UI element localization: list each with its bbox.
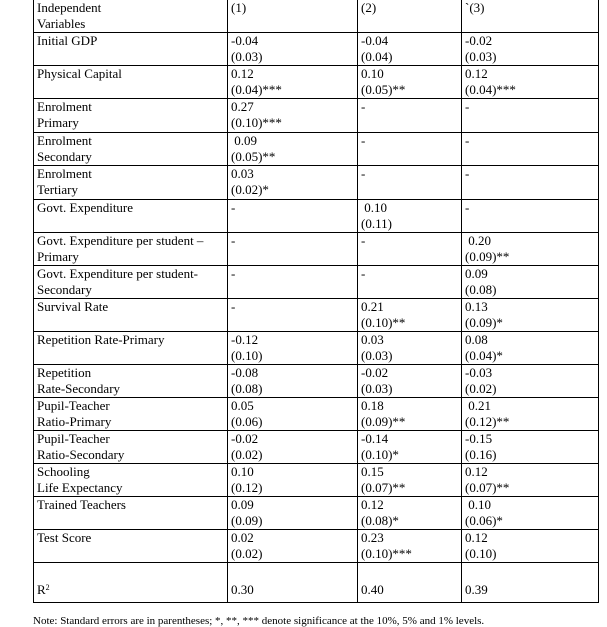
table-row	[34, 133, 599, 166]
model-1-estimate-line-1: 0.09	[231, 133, 257, 148]
variable-name-line-1: Pupil-Teacher	[37, 398, 110, 413]
model-1-estimate-line-1: -0.08	[231, 365, 259, 380]
model-3-estimate-line-2: (0.06)*	[465, 513, 503, 528]
variable-name	[34, 166, 228, 200]
model-1-estimate-line-2: (0.02)	[231, 447, 263, 462]
model-2-estimate-line-1: 0.18	[361, 398, 384, 413]
model-3-estimate	[462, 398, 599, 431]
model-3-estimate-line-1: -0.02	[465, 33, 493, 48]
variable-name-line-2: Rate-Secondary	[37, 381, 121, 396]
variable-name	[34, 365, 228, 398]
model-2-estimate-line-1: 0.23	[361, 530, 384, 545]
variable-name	[34, 299, 228, 332]
model-2-estimate-line-1: -	[361, 233, 366, 248]
model-1-estimate-line-2: (0.08)	[231, 381, 263, 396]
variable-name-line-1: Govt. Expenditure per student –	[37, 233, 204, 248]
model-1-estimate	[228, 266, 358, 299]
model-1-estimate-line-2: (0.12)	[231, 480, 263, 495]
model-1-estimate	[228, 431, 358, 464]
model-2-estimate	[358, 332, 462, 365]
model-2-estimate-line-1: 0.03	[361, 332, 384, 347]
r-squared-row	[34, 563, 599, 603]
model-1-estimate-line-2: (0.02)*	[231, 182, 269, 197]
model-3-estimate	[462, 365, 599, 398]
model-3-estimate-line-2: (0.09)**	[465, 249, 510, 264]
model-3-estimate-line-1: -	[465, 200, 470, 215]
variable-name	[34, 66, 228, 99]
model-3-estimate	[462, 497, 599, 530]
r-squared-model-2: 0.40	[358, 563, 462, 603]
model-2-estimate-line-2: (0.07)**	[361, 480, 406, 495]
model-3-estimate-line-1: 0.10	[465, 497, 491, 512]
table-row	[34, 233, 599, 266]
model-3-estimate-line-2: (0.16)	[465, 447, 497, 462]
model-2-estimate	[358, 33, 462, 66]
model-2-estimate	[358, 398, 462, 431]
header-variables-line-1: Independent	[37, 0, 102, 15]
variable-name-line-1: Physical Capital	[37, 66, 122, 81]
model-1-estimate	[228, 530, 358, 563]
variable-name	[34, 530, 228, 563]
model-3-estimate-line-2: (0.09)*	[465, 315, 503, 330]
r-squared-model-1: 0.30	[228, 563, 358, 603]
table-row	[34, 266, 599, 299]
r-squared-symbol: R	[37, 582, 46, 597]
model-1-estimate	[228, 398, 358, 431]
header-variables-line-2: Variables	[37, 16, 86, 31]
model-1-estimate-line-1: 0.02	[231, 530, 254, 545]
table-row	[34, 497, 599, 530]
model-3-estimate-line-1: 0.09	[465, 266, 488, 281]
table-row	[34, 166, 599, 200]
table-header-row	[34, 0, 599, 33]
model-2-estimate-line-1: 0.21	[361, 299, 384, 314]
variable-name-line-1: Enrolment	[37, 99, 92, 114]
model-3-estimate-line-1: -	[465, 99, 470, 114]
model-2-estimate	[358, 464, 462, 497]
model-2-estimate-line-1: 0.10	[361, 66, 384, 81]
model-1-estimate-line-1: -0.04	[231, 33, 259, 48]
model-3-estimate-line-1: -0.03	[465, 365, 493, 380]
header-model-2-label: (2)	[361, 0, 377, 15]
model-3-estimate-line-2: (0.12)**	[465, 414, 510, 429]
header-model-1-label: (1)	[231, 0, 247, 15]
model-1-estimate-line-2: (0.10)***	[231, 115, 282, 130]
variable-name	[34, 233, 228, 266]
model-2-estimate-line-1: -0.04	[361, 33, 389, 48]
model-1-estimate-line-1: -0.12	[231, 332, 259, 347]
model-1-estimate-line-1: -	[231, 233, 236, 248]
model-3-estimate-line-2: (0.08)	[465, 282, 497, 297]
model-1-estimate-line-1: 0.03	[231, 166, 254, 181]
model-1-estimate	[228, 497, 358, 530]
variable-name-line-2: Primary	[37, 115, 79, 130]
model-2-estimate	[358, 233, 462, 266]
model-3-estimate-line-2: (0.04)*	[465, 348, 503, 363]
model-1-estimate-line-2: (0.02)	[231, 546, 263, 561]
variable-name-line-1: Initial GDP	[37, 33, 98, 48]
model-2-estimate-line-1: 0.15	[361, 464, 384, 479]
model-2-estimate-line-2: (0.10)**	[361, 315, 406, 330]
table-row	[34, 299, 599, 332]
model-1-estimate	[228, 99, 358, 133]
model-2-estimate-line-1: 0.10	[361, 200, 387, 215]
model-3-estimate	[462, 200, 599, 233]
regression-table	[33, 0, 599, 603]
model-2-estimate-line-2: (0.10)*	[361, 447, 399, 462]
model-2-estimate	[358, 365, 462, 398]
model-3-estimate-line-2: (0.07)**	[465, 480, 510, 495]
model-3-estimate	[462, 464, 599, 497]
r-squared-model-3: 0.39	[462, 563, 599, 603]
model-3-estimate	[462, 66, 599, 99]
variable-name	[34, 133, 228, 166]
table-row	[34, 530, 599, 563]
variable-name	[34, 431, 228, 464]
variable-name-line-1: Survival Rate	[37, 299, 109, 314]
model-2-estimate-line-1: -	[361, 166, 366, 181]
model-2-estimate-line-2: (0.10)***	[361, 546, 412, 561]
model-1-estimate	[228, 66, 358, 99]
model-3-estimate	[462, 266, 599, 299]
table-footnote: Note: Standard errors are in parentheses; *, **, *** denote significance at the 10%, 5% and 1% levels.	[33, 615, 485, 627]
variable-name	[34, 464, 228, 497]
header-model-3-label: `(3)	[465, 0, 485, 15]
model-1-estimate-line-2: (0.04)***	[231, 82, 282, 97]
model-2-estimate-line-1: -0.02	[361, 365, 389, 380]
header-model-1	[228, 0, 358, 33]
model-3-estimate-line-1: -0.15	[465, 431, 493, 446]
variable-name-line-2: Ratio-Secondary	[37, 447, 125, 462]
model-2-estimate-line-2: (0.11)	[361, 216, 392, 231]
variable-name-line-2: Secondary	[37, 149, 92, 164]
model-3-estimate-line-1: 0.13	[465, 299, 488, 314]
variable-name-line-2: Tertiary	[37, 182, 78, 197]
model-1-estimate	[228, 464, 358, 497]
variable-name-line-2: Ratio-Primary	[37, 414, 112, 429]
model-3-estimate	[462, 99, 599, 133]
model-3-estimate-line-1: 0.21	[465, 398, 491, 413]
model-1-estimate-line-2: (0.10)	[231, 348, 263, 363]
model-2-estimate-line-2: (0.08)*	[361, 513, 399, 528]
variable-name-line-1: Enrolment	[37, 133, 92, 148]
variable-name	[34, 332, 228, 365]
model-2-estimate-line-2: (0.03)	[361, 348, 393, 363]
model-3-estimate	[462, 166, 599, 200]
model-1-estimate-line-1: 0.05	[231, 398, 254, 413]
model-2-estimate-line-1: -	[361, 133, 366, 148]
table-row	[34, 66, 599, 99]
model-2-estimate	[358, 133, 462, 166]
model-2-estimate-line-2: (0.05)**	[361, 82, 406, 97]
model-2-estimate	[358, 431, 462, 464]
variable-name-line-2: Life Expectancy	[37, 480, 123, 495]
r-squared-label	[34, 563, 228, 603]
model-2-estimate-line-2: (0.04)	[361, 49, 393, 64]
header-model-3	[462, 0, 599, 33]
model-3-estimate	[462, 233, 599, 266]
variable-name	[34, 497, 228, 530]
variable-name-line-1: Schooling	[37, 464, 90, 479]
model-3-estimate-line-1: 0.20	[465, 233, 491, 248]
table-row	[34, 99, 599, 133]
model-1-estimate-line-2: (0.03)	[231, 49, 263, 64]
table-row	[34, 33, 599, 66]
model-2-estimate	[358, 66, 462, 99]
model-2-estimate	[358, 299, 462, 332]
model-1-estimate	[228, 365, 358, 398]
model-3-estimate	[462, 332, 599, 365]
header-variables	[34, 0, 228, 33]
model-1-estimate	[228, 166, 358, 200]
model-1-estimate-line-1: -	[231, 266, 236, 281]
model-1-estimate-line-1: 0.12	[231, 66, 254, 81]
model-3-estimate-line-1: -	[465, 166, 470, 181]
variable-name-line-1: Trained Teachers	[37, 497, 126, 512]
model-2-estimate	[358, 166, 462, 200]
variable-name-line-2: Secondary	[37, 282, 92, 297]
model-1-estimate-line-2: (0.05)**	[231, 149, 276, 164]
table-row	[34, 200, 599, 233]
table-row	[34, 398, 599, 431]
model-1-estimate-line-1: 0.09	[231, 497, 254, 512]
model-2-estimate-line-1: -0.14	[361, 431, 389, 446]
table-body	[34, 0, 599, 603]
model-2-estimate	[358, 200, 462, 233]
variable-name-line-1: Govt. Expenditure per student-	[37, 266, 199, 281]
model-2-estimate	[358, 530, 462, 563]
table-row	[34, 365, 599, 398]
variable-name	[34, 200, 228, 233]
model-1-estimate	[228, 299, 358, 332]
model-2-estimate-line-1: -	[361, 99, 366, 114]
model-1-estimate-line-1: -0.02	[231, 431, 259, 446]
variable-name-line-1: Test Score	[37, 530, 92, 545]
table-row	[34, 431, 599, 464]
model-3-estimate-line-1: 0.12	[465, 530, 488, 545]
model-1-estimate-line-2: (0.06)	[231, 414, 263, 429]
r-squared-superscript: 2	[45, 583, 50, 592]
variable-name-line-2: Primary	[37, 249, 79, 264]
model-3-estimate-line-2: (0.10)	[465, 546, 497, 561]
model-1-estimate	[228, 332, 358, 365]
model-3-estimate	[462, 133, 599, 166]
model-3-estimate-line-2: (0.03)	[465, 49, 497, 64]
model-3-estimate	[462, 299, 599, 332]
model-3-estimate	[462, 33, 599, 66]
model-3-estimate-line-1: 0.08	[465, 332, 488, 347]
variable-name-line-1: Repetition Rate-Primary	[37, 332, 165, 347]
model-2-estimate-line-1: 0.12	[361, 497, 384, 512]
model-2-estimate	[358, 99, 462, 133]
model-1-estimate	[228, 233, 358, 266]
model-3-estimate-line-1: -	[465, 133, 470, 148]
variable-name-line-1: Repetition	[37, 365, 92, 380]
model-2-estimate	[358, 497, 462, 530]
variable-name-line-1: Govt. Expenditure	[37, 200, 134, 215]
header-model-2	[358, 0, 462, 33]
model-1-estimate	[228, 133, 358, 166]
model-1-estimate	[228, 33, 358, 66]
model-3-estimate	[462, 530, 599, 563]
table-row	[34, 464, 599, 497]
model-3-estimate-line-2: (0.02)	[465, 381, 497, 396]
model-1-estimate-line-1: -	[231, 200, 236, 215]
model-1-estimate	[228, 200, 358, 233]
model-2-estimate-line-2: (0.03)	[361, 381, 393, 396]
model-3-estimate	[462, 431, 599, 464]
model-3-estimate-line-1: 0.12	[465, 66, 488, 81]
variable-name-line-1: Pupil-Teacher	[37, 431, 110, 446]
model-2-estimate-line-1: -	[361, 266, 366, 281]
model-3-estimate-line-2: (0.04)***	[465, 82, 516, 97]
model-1-estimate-line-2: (0.09)	[231, 513, 263, 528]
table-row	[34, 332, 599, 365]
variable-name	[34, 99, 228, 133]
variable-name-line-1: Enrolment	[37, 166, 92, 181]
model-2-estimate	[358, 266, 462, 299]
model-1-estimate-line-1: 0.10	[231, 464, 254, 479]
model-1-estimate-line-1: -	[231, 299, 236, 314]
model-2-estimate-line-2: (0.09)**	[361, 414, 406, 429]
model-3-estimate-line-1: 0.12	[465, 464, 488, 479]
variable-name	[34, 398, 228, 431]
model-1-estimate-line-1: 0.27	[231, 99, 254, 114]
variable-name	[34, 33, 228, 66]
variable-name	[34, 266, 228, 299]
